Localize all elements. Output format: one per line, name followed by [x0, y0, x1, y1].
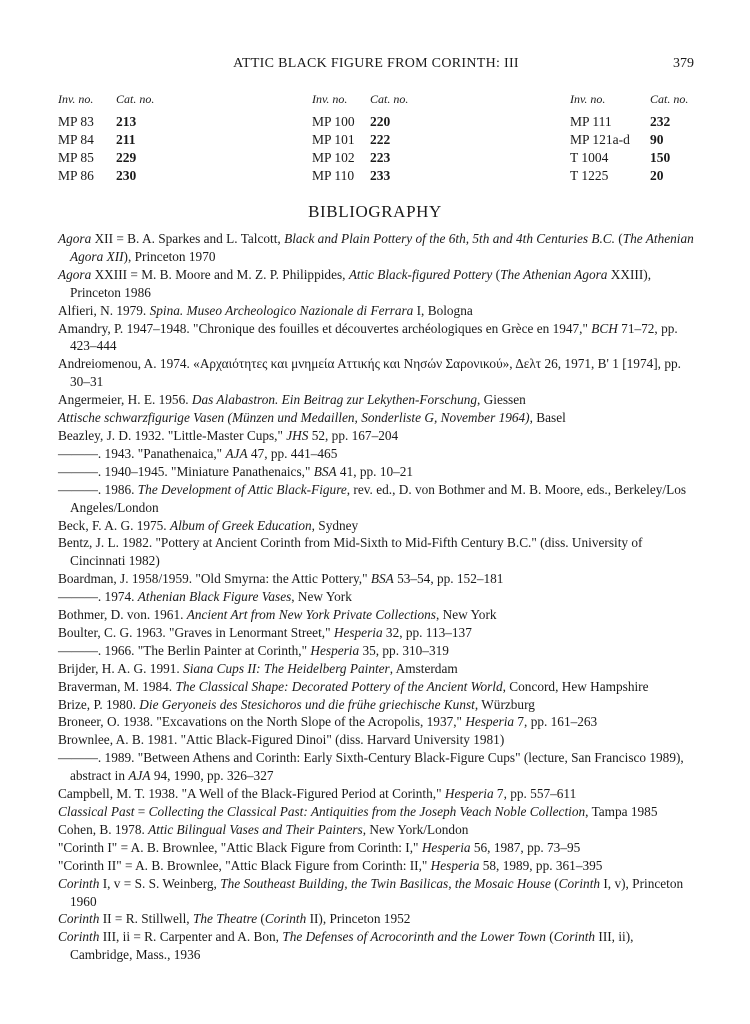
- inventory-row: [58, 150, 183, 168]
- inv-no-header: Inv. no.: [58, 92, 94, 106]
- inv-number: MP 121a-d: [570, 132, 630, 147]
- page-header: [58, 56, 694, 78]
- entry-italic-segment: Hesperia: [444, 786, 494, 802]
- entry-italic-segment: The Development of Attic Black-Figure: [137, 481, 347, 497]
- bibliography-entry: [58, 534, 694, 570]
- entry-italic-segment: Hesperia: [430, 857, 480, 873]
- entry-text-segment: 47, pp. 441–465: [247, 445, 338, 461]
- inventory-column-header: [58, 92, 183, 110]
- entry-italic-segment: Corinth: [553, 929, 596, 945]
- entry-italic-segment: Das Alabastron. Ein Beitrag zur Lekythen-Forschung: [191, 392, 478, 408]
- entry-text-segment: 7, pp. 161–263: [514, 714, 598, 730]
- entry-text-segment: , Sydney: [311, 517, 359, 533]
- entry-italic-segment: Attic Black-figured Pottery: [348, 266, 493, 282]
- entry-text-segment: ———. 1986.: [58, 481, 138, 497]
- bibliography-entry: [58, 839, 694, 857]
- entry-italic-segment: Corinth: [558, 875, 601, 891]
- entry-italic-segment: Agora: [58, 266, 92, 282]
- entry-text-segment: , Basel: [529, 410, 566, 426]
- inventory-column: [58, 92, 183, 186]
- entry-italic-segment: The Athenian Agora XII: [70, 231, 694, 264]
- cat-number: 229: [116, 150, 137, 165]
- cat-number: 220: [370, 114, 391, 129]
- entry-text-segment: Cohen, B. 1978.: [58, 821, 149, 837]
- entry-text-segment: , rev. ed., D. von Bothmer and M. B. Moore, eds., Berkeley/Los Angeles/London: [70, 481, 687, 515]
- entry-italic-segment: Hesperia: [421, 839, 471, 855]
- entry-italic-segment: BCH: [591, 320, 618, 336]
- entry-text-segment: I, v), Princeton 1960: [70, 875, 684, 909]
- entry-text-segment: XXIII = M. B. Moore and M. Z. P. Philippides,: [91, 266, 349, 282]
- cat-number: 150: [650, 150, 671, 165]
- inv-no-header: Inv. no.: [570, 92, 606, 106]
- entry-italic-segment: Agora: [58, 231, 92, 246]
- bibliography-entry: [58, 660, 694, 678]
- entry-text-segment: I, Bologna: [413, 302, 473, 318]
- entry-text-segment: Andreiomenou, A. 1974. «Αρχαιότητες και μνημεία Αττικής και Νησών Σαρονικού», Δελτ 26, 1971, Β' 1 [1974], pp. 30–31: [58, 356, 681, 390]
- entry-text-segment: I, v = S. S. Weinberg,: [99, 875, 221, 891]
- entry-italic-segment: The Defenses of Acrocorinth and the Lower Town: [282, 929, 546, 945]
- entry-text-segment: ———. 1940–1945. "Miniature Panathenaics,": [58, 463, 314, 479]
- entry-text-segment: , Amsterdam: [389, 660, 458, 676]
- entry-text-segment: Beazley, J. D. 1932. "Little-Master Cups,": [58, 427, 287, 443]
- entry-text-segment: 52, pp. 167–204: [308, 427, 399, 443]
- entry-text-segment: XII = B. A. Sparkes and L. Talcott,: [91, 231, 285, 246]
- entry-italic-segment: AJA: [128, 768, 151, 784]
- entry-text-segment: Braverman, M. 1984.: [58, 678, 176, 694]
- inventory-row: [58, 114, 183, 132]
- entry-italic-segment: Hesperia: [310, 642, 360, 658]
- bibliography-entry: [58, 606, 694, 624]
- entry-text-segment: =: [134, 804, 149, 819]
- entry-italic-segment: Hesperia: [333, 624, 383, 640]
- bibliography-entry: [58, 678, 694, 696]
- bibliography-entry: [58, 481, 694, 517]
- entry-text-segment: (: [257, 911, 265, 927]
- entry-italic-segment: Corinth: [58, 929, 100, 945]
- inventory-row: [58, 168, 183, 186]
- bibliography-entry: [58, 624, 694, 642]
- inv-number: MP 102: [312, 150, 355, 165]
- entry-text-segment: ———. 1989. "Between Athens and Corinth: Early Sixth-Century Black-Figure Cups" (lecture, San Francisco 1989), abstract in: [58, 750, 684, 784]
- inv-number: MP 84: [58, 132, 94, 147]
- entry-text-segment: Beck, F. A. G. 1975.: [58, 517, 170, 533]
- entry-italic-segment: Classical Past: [58, 804, 135, 819]
- inv-number: MP 101: [312, 132, 355, 147]
- bibliography-entry: [58, 910, 694, 928]
- entry-text-segment: Brijder, H. A. G. 1991.: [58, 660, 184, 676]
- entry-text-segment: "Corinth II" = A. B. Brownlee, "Attic Black Figure from Corinth: II,": [58, 857, 431, 873]
- bibliography-entry: [58, 445, 694, 463]
- bibliography-entry: [58, 355, 694, 391]
- entry-italic-segment: Hesperia: [465, 714, 515, 730]
- inventory-concordance-table: [58, 92, 694, 182]
- entry-text-segment: XXIII), Princeton 1986: [70, 266, 652, 300]
- entry-text-segment: ), Princeton 1970: [123, 248, 216, 264]
- inv-number: MP 100: [312, 114, 355, 129]
- entry-text-segment: 56, 1987, pp. 73–95: [470, 839, 581, 855]
- inventory-row: [570, 114, 695, 132]
- entry-text-segment: Brize, P. 1980.: [58, 696, 140, 712]
- cat-number: 232: [650, 114, 671, 129]
- cat-no-header: Cat. no.: [370, 92, 409, 106]
- entry-italic-segment: Attic Bilingual Vases and Their Painters: [148, 821, 363, 837]
- inventory-column-header: [312, 92, 437, 110]
- bibliography-entry: [58, 928, 694, 964]
- entry-italic-segment: Ancient Art from New York Private Collections: [186, 607, 436, 623]
- cat-no-header: Cat. no.: [116, 92, 155, 106]
- entry-text-segment: II), Princeton 1952: [306, 911, 411, 927]
- entry-text-segment: , New York: [291, 589, 352, 605]
- bibliography-entry: [58, 875, 694, 911]
- inventory-column-header: [570, 92, 695, 110]
- inventory-row: [312, 114, 437, 132]
- inventory-row: [570, 150, 695, 168]
- entry-text-segment: Boardman, J. 1958/1959. "Old Smyrna: the Attic Pottery,": [58, 571, 371, 587]
- entry-text-segment: (: [550, 875, 559, 891]
- bibliography-entry: [58, 642, 694, 660]
- page-number: 379: [673, 56, 694, 71]
- inventory-row: [570, 168, 695, 186]
- bibliography-entry: [58, 696, 694, 714]
- inv-number: MP 85: [58, 150, 94, 165]
- entry-text-segment: 35, pp. 310–319: [359, 642, 449, 658]
- entry-text-segment: (: [614, 231, 623, 246]
- cat-number: 213: [116, 114, 137, 129]
- inv-no-header: Inv. no.: [312, 92, 348, 106]
- entry-italic-segment: BSA: [370, 571, 394, 587]
- entry-italic-segment: Die Geryoneis des Stesichoros und die frühe griechische Kunst: [139, 696, 475, 712]
- entry-text-segment: 71–72, pp. 423–444: [70, 320, 678, 354]
- cat-number: 233: [370, 168, 391, 183]
- entry-text-segment: Boulter, C. G. 1963. "Graves in Lenormant Street,": [58, 624, 334, 640]
- cat-number: 222: [370, 132, 391, 147]
- entry-italic-segment: Spina. Museo Archeologico Nazionale di Ferrara: [149, 302, 414, 318]
- entry-text-segment: Amandry, P. 1947–1948. "Chronique des fouilles et découvertes archéologiques en Grèce en 1947,": [58, 320, 592, 336]
- entry-italic-segment: AJA: [225, 445, 248, 461]
- entry-italic-segment: JHS: [286, 427, 309, 443]
- bibliography-entry: [58, 821, 694, 839]
- entry-text-segment: 32, pp. 113–137: [382, 624, 472, 640]
- entry-text-segment: , Giessen: [477, 392, 526, 408]
- bibliography-entry: [58, 320, 694, 356]
- bibliography-entry: [58, 517, 694, 535]
- entry-italic-segment: Corinth: [58, 911, 100, 927]
- entry-italic-segment: Corinth: [264, 911, 307, 927]
- entry-text-segment: , New York: [435, 607, 497, 623]
- entry-text-segment: Bentz, J. L. 1982. "Pottery at Ancient Corinth from Mid-Sixth to Mid-Fifth Century B.C." (diss. University of Cincinnati 1982): [58, 535, 643, 569]
- entry-text-segment: 94, 1990, pp. 326–327: [150, 768, 274, 784]
- entry-text-segment: Angermeier, H. E. 1956.: [58, 392, 192, 408]
- bibliography-entry: [58, 302, 694, 320]
- inventory-column: [570, 92, 695, 186]
- entry-text-segment: (: [545, 929, 554, 945]
- entry-text-segment: "Corinth I" = A. B. Brownlee, "Attic Black Figure from Corinth: I,": [58, 839, 422, 855]
- entry-text-segment: (: [492, 266, 501, 282]
- bibliography-entry: [58, 713, 694, 731]
- entry-text-segment: ———. 1974.: [58, 589, 138, 605]
- cat-number: 20: [650, 168, 664, 183]
- bibliography-entry: [58, 785, 694, 803]
- entry-italic-segment: Corinth: [58, 875, 100, 891]
- inventory-row: [570, 132, 695, 150]
- bibliography-entry: [58, 266, 694, 302]
- bibliography-entry: [58, 570, 694, 588]
- entry-text-segment: 58, 1989, pp. 361–395: [479, 857, 603, 873]
- bibliography-list: [58, 230, 694, 964]
- bibliography-entry: [58, 731, 694, 749]
- entry-italic-segment: The Athenian Agora: [500, 266, 608, 282]
- entry-italic-segment: Collecting the Classical Past: Antiquities from the Joseph Veach Noble Collection: [148, 804, 586, 819]
- entry-text-segment: Broneer, O. 1938. "Excavations on the North Slope of the Acropolis, 1937,": [58, 714, 466, 730]
- entry-text-segment: II = R. Stillwell,: [99, 911, 193, 927]
- bibliography-entry: [58, 749, 694, 785]
- entry-text-segment: Brownlee, A. B. 1981. "Attic Black-Figured Dinoi" (diss. Harvard University 1981): [58, 732, 505, 748]
- entry-italic-segment: Siana Cups II: The Heidelberg Painter: [183, 660, 390, 676]
- entry-text-segment: III, ii = R. Carpenter and A. Bon,: [99, 929, 283, 945]
- bibliography-entry: [58, 230, 694, 266]
- entry-text-segment: ———. 1966. "The Berlin Painter at Corinth,": [58, 642, 311, 658]
- cat-number: 230: [116, 168, 137, 183]
- inv-number: MP 111: [570, 114, 612, 129]
- entry-text-segment: , New York/London: [362, 821, 469, 837]
- entry-text-segment: Bothmer, D. von. 1961.: [58, 607, 187, 623]
- inv-number: MP 86: [58, 168, 94, 183]
- entry-text-segment: , Tampa 1985: [585, 804, 658, 819]
- entry-text-segment: III, ii), Cambridge, Mass., 1936: [70, 929, 634, 963]
- entry-italic-segment: Athenian Black Figure Vases: [137, 589, 292, 605]
- inv-number: T 1004: [570, 150, 609, 165]
- entry-italic-segment: The Theatre: [192, 911, 258, 927]
- bibliography-entry: [58, 803, 694, 821]
- bibliography-entry: [58, 427, 694, 445]
- entry-italic-segment: Black and Plain Pottery of the 6th, 5th and 4th Centuries B.C.: [284, 231, 615, 246]
- bibliography-entry: [58, 857, 694, 875]
- bibliography-entry: [58, 463, 694, 481]
- entry-text-segment: , Würzburg: [474, 696, 535, 712]
- bibliography-entry: [58, 588, 694, 606]
- entry-text-segment: 41, pp. 10–21: [336, 463, 414, 479]
- cat-number: 90: [650, 132, 664, 147]
- entry-italic-segment: Attische schwarzfigurige Vasen (Münzen und Medaillen, Sonderliste G, November 1964): [58, 410, 530, 426]
- inv-number: MP 110: [312, 168, 355, 183]
- entry-italic-segment: The Southeast Building, the Twin Basilicas, the Mosaic House: [220, 875, 551, 891]
- cat-no-header: Cat. no.: [650, 92, 689, 106]
- bibliography-entry: [58, 391, 694, 409]
- entry-text-segment: Campbell, M. T. 1938. "A Well of the Black-Figured Period at Corinth,": [58, 786, 445, 802]
- inventory-row: [312, 168, 437, 186]
- entry-text-segment: ———. 1943. "Panathenaica,": [58, 445, 226, 461]
- running-head: ATTIC BLACK FIGURE FROM CORINTH: III: [233, 56, 519, 71]
- inv-number: T 1225: [570, 168, 609, 183]
- inventory-row: [312, 150, 437, 168]
- entry-text-segment: 53–54, pp. 152–181: [393, 571, 504, 587]
- bibliography-entry: [58, 409, 694, 427]
- cat-number: 223: [370, 150, 391, 165]
- entry-text-segment: Alfieri, N. 1979.: [58, 302, 150, 318]
- inventory-row: [312, 132, 437, 150]
- bibliography-heading: BIBLIOGRAPHY: [308, 202, 442, 221]
- cat-number: 211: [116, 132, 136, 147]
- inv-number: MP 83: [58, 114, 94, 129]
- entry-italic-segment: BSA: [313, 463, 337, 479]
- inventory-row: [58, 132, 183, 150]
- entry-text-segment: , Concord, Hew Hampshire: [502, 678, 649, 694]
- entry-italic-segment: The Classical Shape: Decorated Pottery of the Ancient World: [175, 678, 503, 694]
- entry-text-segment: 7, pp. 557–611: [493, 786, 577, 802]
- inventory-column: [312, 92, 437, 186]
- entry-italic-segment: Album of Greek Education: [169, 517, 312, 533]
